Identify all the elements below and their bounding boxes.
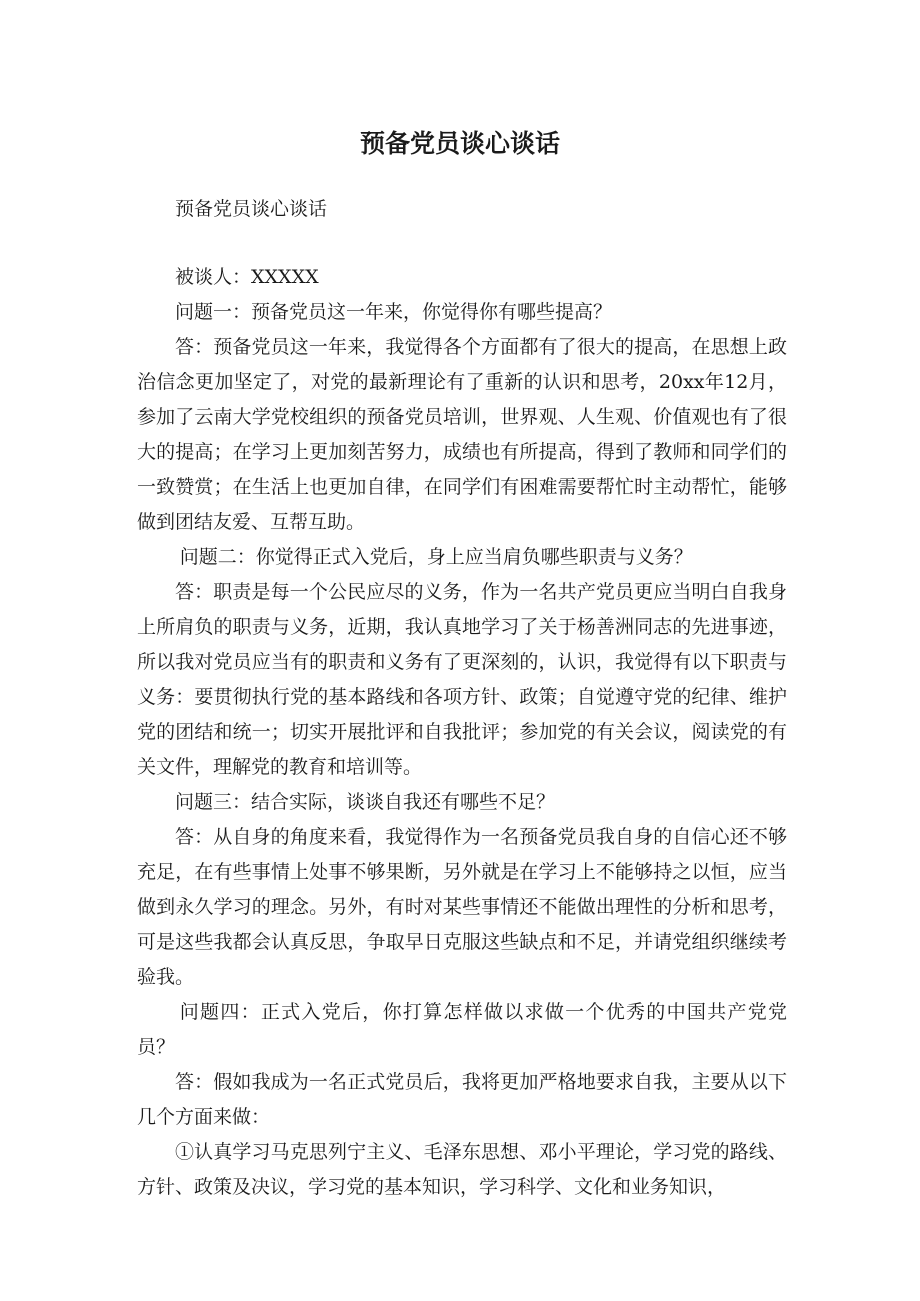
answer-4: 答：假如我成为一名正式党员后，我将更加严格地要求自我，主要从以下几个方面来做： <box>137 1071 787 1128</box>
document-title: 预备党员谈心谈话 <box>359 129 560 158</box>
document-subtitle: 预备党员谈心谈话 <box>175 198 328 220</box>
answer-4-item-1: ①认真学习马克思列宁主义、毛泽东思想、邓小平理论，学习党的路线、方针、政策及决议，学习党的基本知识，学习科学、文化和业务知识， <box>137 1141 787 1198</box>
answer-3: 答：从自身的角度来看，我觉得作为一名预备党员我自身的自信心还不够充足，在有些事情上处事不够果断，另外就是在学习上不能够持之以恒，应当做到永久学习的理念。另外，有时对某些事情还不能做出理性的分析和思考，可是这些我都会认真反思，争取早日克服这些缺点和不足，并请党组织继续考验我。 <box>137 826 787 988</box>
question-2: 问题二：你觉得正式入党后，身上应当肩负哪些职责与义务？ <box>179 546 693 568</box>
answer-1: 答：预备党员这一年来，我觉得各个方面都有了很大的提高，在思想上政治信念更加坚定了，对党的最新理论有了重新的认识和思考，20xx年12月，参加了云南大学党校组织的预备党员培训，世界观、人生观、价值观也有了很大的提高；在学习上更加刻苦努力，成绩也有所提高，得到了教师和同学们的一致赞赏；在生活上也更加自律，在同学们有困难需要帮忙时主动帮忙，能够做到团结友爱、互帮互助。 <box>137 336 787 533</box>
question-4: 问题四：正式入党后，你打算怎样做以求做一个优秀的中国共产党党员？ <box>137 1001 787 1058</box>
answer-2: 答：职责是每一个公民应尽的义务，作为一名共产党员更应当明白自我身上所肩负的职责与义务，近期，我认真地学习了关于杨善洲同志的先进事迹，所以我对党员应当有的职责和义务有了更深刻的，认识，我觉得有以下职责与义务：要贯彻执行党的基本路线和各项方针、政策；自觉遵守党的纪律、维护党的团结和统一；切实开展批评和自我批评；参加党的有关会议，阅读党的有关文件，理解党的教育和培训等。 <box>137 581 787 778</box>
question-1: 问题一：预备党员这一年来，你觉得你有哪些提高？ <box>175 301 613 323</box>
document-body <box>137 192 787 1205</box>
interviewee-line: 被谈人：XXXXX <box>175 266 319 288</box>
question-3: 问题三：结合实际，谈谈自我还有哪些不足？ <box>175 791 556 813</box>
